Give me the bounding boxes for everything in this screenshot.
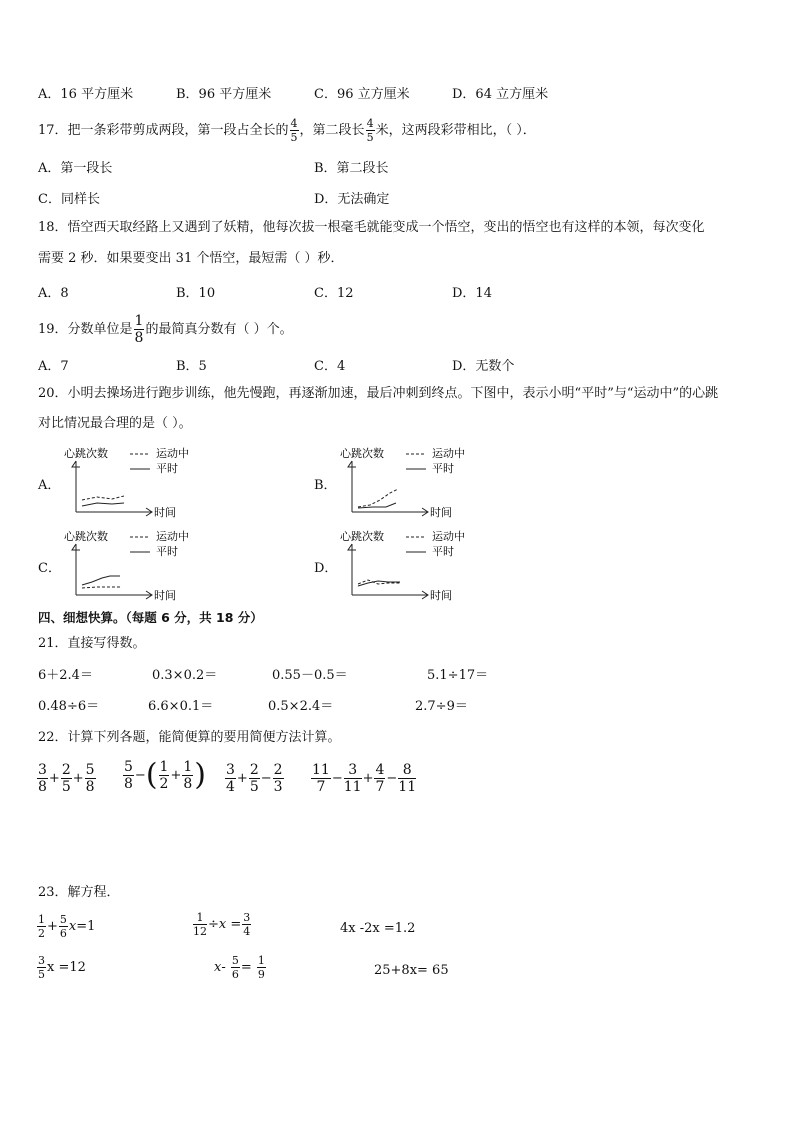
q20-chart-a [62,445,212,520]
q18-option-c: C．12 [314,286,354,301]
q22-expression-2: $\frac{5}{8}$ −( $\frac{1}{2}$ + $\frac{1}{8}$ ) [124,757,207,793]
q21-item-6: 6.6×0.1＝ [148,699,214,714]
chart-a-xlabel: 时间 [154,506,176,519]
q19-option-d: D．无数个 [452,359,515,374]
q21-item-5: 0.48÷6＝ [38,699,100,714]
q21-item-7: 0.5×2.4＝ [268,699,334,714]
q17-text-pre: 17．把一条彩带剪成两段，第一段占全长的 [38,123,289,138]
chart-c-ylabel: 心跳次数 [64,530,108,543]
section-4-heading: 四、细想快算。（每题 6 分，共 18 分） [38,610,263,625]
q21-item-4: 5.1÷17＝ [427,668,489,683]
q23-title: 23．解方程． [38,885,120,900]
q22-expression-1: $\frac{3}{8}$ + $\frac{2}{5}$ + $\frac{5}{8}$ [38,762,95,795]
q20-chart-b [338,445,488,520]
q17-text-post: 米，这两段彩带相比，（ ）． [375,123,536,138]
chart-d-ylabel: 心跳次数 [340,530,384,543]
q18-line-1: 18．悟空西天取经路上又遇到了妖精，他每次拔一根毫毛就能变成一个悟空，变出的悟空也有这样的本领，每次变化 [38,220,705,235]
q16-option-b: B．96 平方厘米 [176,87,272,102]
chart-a-line-normal [82,503,124,506]
chart-b-legend-solid: 平时 [432,462,454,475]
q18-option-a: A．8 [38,286,69,301]
q17-fraction-2: $\frac{4}{5}$ [366,117,374,144]
q18-option-d: D．14 [452,286,492,301]
chart-a-legend-dash: 运动中 [156,447,189,460]
q17-text-mid: ，第二段长 [299,123,365,138]
q23-equation-3: 4x -2x =1.2 [340,921,416,936]
chart-c-legend-solid: 平时 [156,545,178,558]
q19-option-c: C．4 [314,359,346,374]
q19-option-b: B．5 [176,359,207,374]
q17-option-a: A．第一段长 [38,161,113,176]
chart-b-legend-dash: 运动中 [432,447,465,460]
q23-equation-2: $\frac{1}{12}$ ÷x = $\frac{3}{4}$ [193,911,251,938]
q23-equation-4: $\frac{3}{5}$ x =12 [38,954,86,981]
q22-expression-4: $\frac{11}{7}$ − $\frac{3}{11}$ + $\frac{4}{7}$ − $\frac{8}{11}$ [312,762,417,795]
q16-option-d: D．64 立方厘米 [452,87,549,102]
chart-c-xlabel: 时间 [154,589,176,602]
q20-option-a-label: A． [38,478,61,493]
chart-b-line-normal [358,503,396,508]
q21-title: 21．直接写得数。 [38,636,146,651]
q19-option-a: A．7 [38,359,69,374]
chart-d-xlabel: 时间 [430,589,452,602]
q22-title: 22．计算下列各题，能简便算的要用简便方法计算。 [38,730,341,745]
q18-option-b: B．10 [176,286,216,301]
q17-option-b: B．第二段长 [314,161,389,176]
q17-fraction-1: $\frac{4}{5}$ [290,117,298,144]
chart-d-legend-dash: 运动中 [432,530,465,543]
q21-item-8: 2.7÷9＝ [415,699,468,714]
chart-c-legend-dash: 运动中 [156,530,189,543]
q18-line-2: 需要 2 秒．如果要变出 31 个悟空，最短需（ ）秒． [38,251,344,266]
q21-item-3: 0.55－0.5＝ [272,668,348,683]
q20-chart-c [62,528,212,603]
q20-option-d-label: D． [314,561,338,576]
q19-question: 19．分数单位是 $\frac{1}{8}$ 的最简真分数有（ ）个。 [38,313,293,346]
q21-item-2: 0.3×0.2＝ [152,668,218,683]
q17-option-c: C．同样长 [38,192,100,207]
q20-line-2: 对比情况最合理的是（ ）。 [38,416,192,431]
q21-item-1: 6＋2.4＝ [38,668,93,683]
q23-equation-1: $\frac{1}{2}$ + $\frac{5}{6}$ x=1 [38,913,96,940]
chart-d-legend-solid: 平时 [432,545,454,558]
chart-c-line-sport [82,587,122,588]
q20-chart-d [338,528,488,603]
q17-question [38,118,536,143]
q20-option-b-label: B． [314,478,337,493]
chart-a-ylabel: 心跳次数 [64,447,108,460]
chart-a-line-sport [82,496,124,500]
q22-expression-3: $\frac{3}{4}$ + $\frac{2}{5}$ − $\frac{2}{3}$ [226,762,283,795]
q16-option-c: C．96 立方厘米 [314,87,410,102]
q20-option-c-label: C． [38,561,61,576]
q23-equation-6: 25+8x= 65 [374,963,449,978]
chart-b-xlabel: 时间 [430,506,452,519]
chart-a-legend-solid: 平时 [156,462,178,475]
q17-option-d: D．无法确定 [314,192,390,207]
q19-fraction: $\frac{1}{8}$ [134,313,144,346]
q16-option-a: A．16 平方厘米 [38,87,134,102]
chart-c-line-normal [82,576,120,585]
chart-b-ylabel: 心跳次数 [340,447,384,460]
q23-equation-5: x- $\frac{5}{6}$ = $\frac{1}{9}$ [214,954,265,981]
q20-line-1: 20．小明去操场进行跑步训练，他先慢跑，再逐渐加速，最后冲刺到终点。下图中，表示小明“平时”与“运动中”的心跳 [38,386,719,401]
